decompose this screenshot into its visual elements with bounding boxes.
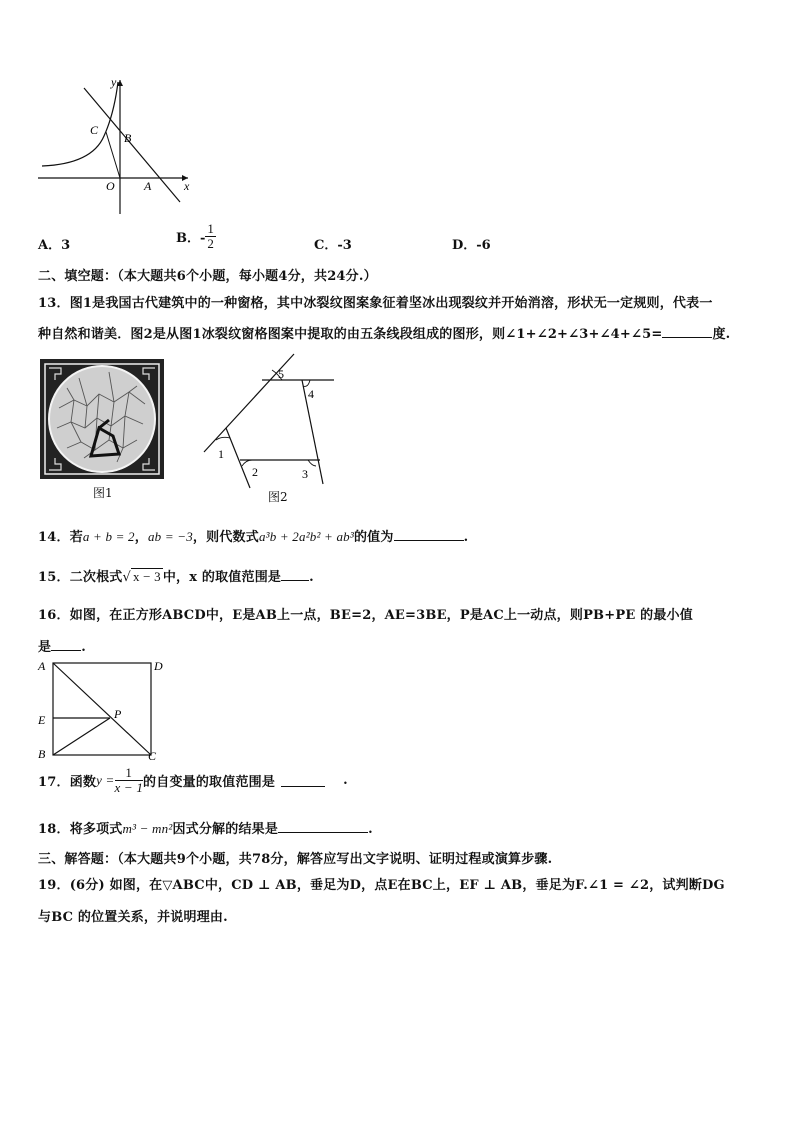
fig2-label-2: 2 (252, 465, 258, 479)
q17-suffix: 的自变量的取值范围是 (143, 775, 276, 790)
segment-bp (53, 718, 110, 755)
q17-end: . (343, 773, 348, 788)
q14-suffix: 的值为 (353, 530, 394, 545)
fig1-caption: 图1 (93, 486, 113, 500)
option-b-fraction (205, 222, 216, 251)
fig3-label-e: E (38, 713, 46, 727)
q13-text: 种自然和谐美．图2是从图1冰裂纹窗格图案中提取的由五条线段组成的图形，则∠1+∠2+∠3+∠4+∠5= (38, 327, 663, 342)
option-b-prefix: B．- (176, 231, 206, 246)
q17-prefix: 17．函数 (38, 775, 97, 790)
q15-radicand: x − 3 (132, 569, 161, 584)
fig2-segment-cross (226, 428, 250, 488)
q16-end: . (81, 640, 86, 655)
option-b (176, 222, 216, 251)
q17-numerator: 1 (115, 766, 144, 781)
fig2-label-5: 5 (278, 367, 284, 381)
q18-suffix: 因式分解的结果是 (172, 822, 279, 837)
q18-end: . (368, 822, 373, 837)
q14-answer-blank (394, 528, 464, 541)
q14-end: . (463, 530, 469, 545)
option-a: A．3 (38, 238, 71, 253)
q17-denominator: x − 1 (114, 780, 144, 795)
label-a: A (144, 179, 152, 193)
label-o: O (106, 179, 115, 193)
sqrt-sign-icon: √ (122, 570, 131, 585)
option-d: D．-6 (452, 238, 491, 253)
section-2-heading: 二、填空题：（本大题共6个小题，每小题4分，共24分.） (38, 269, 377, 284)
q14-cond2: ab = −3 (147, 529, 193, 544)
q18-answer-blank (278, 820, 368, 833)
fig3-label-b: B (38, 747, 46, 761)
fig2-label-1: 1 (218, 447, 224, 461)
label-y: y (111, 75, 117, 89)
q19-line2: 与BC 的位置关系，并说明理由. (38, 910, 228, 925)
fig3-label-c: C (148, 749, 157, 763)
label-b: B (124, 131, 132, 145)
q15 (38, 566, 314, 585)
fig2-label-3: 3 (302, 467, 308, 481)
q17 (38, 766, 348, 795)
q16-line1: 16．如图，在正方形ABCD中，E是AB上一点，BE=2，AE=3BE，P是AC上一动点，则PB+PE 的最小值 (38, 608, 693, 623)
q14-expr: a³b + 2a²b² + ab³ (258, 529, 354, 544)
q13-suffix: 度. (712, 327, 731, 342)
q14 (38, 526, 468, 545)
diagonal-ac (53, 663, 151, 755)
square-abcd-figure (34, 654, 164, 764)
fig2-label-4: 4 (308, 387, 314, 401)
q13-line2 (38, 323, 730, 342)
q14-sep: ， (134, 530, 148, 545)
five-segment-figure (202, 352, 338, 492)
window-lattice-figure (39, 358, 165, 480)
option-b-numerator: 1 (207, 221, 214, 236)
option-c: C．-3 (314, 238, 352, 253)
segment-oc (106, 132, 120, 178)
fig3-label-a: A (38, 659, 46, 673)
q15-end: . (309, 570, 314, 585)
section-3-heading: 三、解答题：（本大题共9个小题，共78分，解答应写出文字说明、证明过程或演算步骤. (38, 852, 553, 867)
label-c: C (90, 123, 99, 137)
q14-mid: ，则代数式 (192, 530, 259, 545)
q16-text: 是 (38, 640, 52, 655)
q19-line1: 19．(6分) 如图，在▽ABC中，CD ⊥ AB，垂足为D，点E在BC上，EF ⊥ AB，垂足为F.∠1 = ∠2，试判断DG (38, 878, 725, 893)
q13-line1: 13．图1是我国古代建筑中的一种窗格，其中冰裂纹图案象征着坚冰出现裂纹并开始消溶，形状无一定规则，代表一 (38, 296, 713, 311)
q18-expr: m³ − mn² (122, 821, 173, 836)
q15-answer-blank (281, 568, 309, 581)
q17-fraction (115, 766, 144, 795)
label-x: x (184, 179, 190, 193)
fig3-label-p: P (114, 707, 122, 721)
fig2-caption: 图2 (268, 490, 288, 504)
hyperbola-curve (42, 82, 118, 166)
function-graph-figure (34, 74, 200, 218)
q18 (38, 818, 373, 837)
q16-line2 (38, 636, 86, 655)
q15-suffix: 中，x 的取值范围是 (162, 570, 282, 585)
q15-prefix: 15．二次根式 (38, 570, 123, 585)
fig3-label-d: D (154, 659, 163, 673)
q17-answer-blank (281, 774, 325, 787)
q13-answer-blank (662, 325, 712, 338)
q16-answer-blank (51, 638, 81, 651)
option-b-denominator: 2 (207, 236, 214, 251)
q14-prefix: 14．若 (38, 530, 83, 545)
q14-cond1: a + b = 2 (82, 529, 135, 544)
q18-prefix: 18．将多项式 (38, 822, 123, 837)
q17-y: y = (96, 772, 115, 788)
